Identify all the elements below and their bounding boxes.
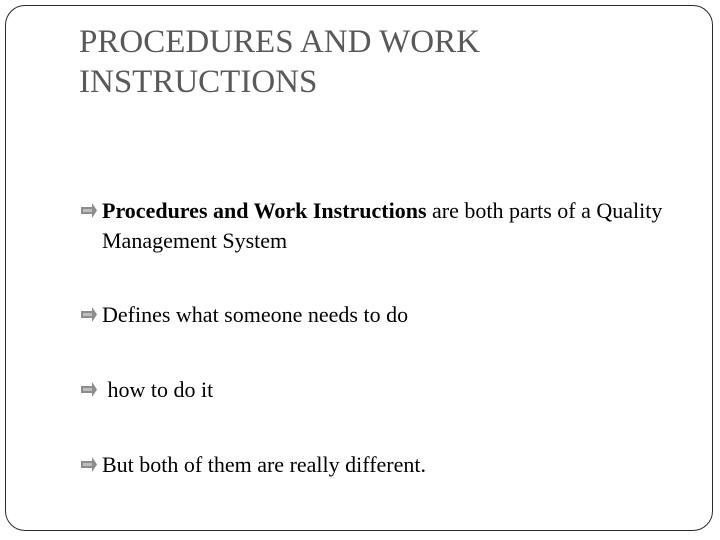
bullet-text: how to do it	[102, 377, 214, 402]
arrow-bullet-icon	[80, 202, 98, 219]
bullet-item	[80, 375, 680, 405]
arrow-bullet-icon	[80, 381, 98, 398]
slide-title: PROCEDURES AND WORK INSTRUCTIONS	[79, 24, 480, 100]
bullet-item	[80, 196, 680, 256]
bullet-list	[80, 196, 680, 480]
bullet-item	[80, 300, 680, 330]
bullet-bold-text: Procedures and Work Instructions	[102, 198, 427, 223]
bullet-text: Defines what someone needs to do	[102, 302, 409, 327]
bullet-text: But both of them are really different.	[102, 452, 426, 477]
arrow-bullet-icon	[80, 456, 98, 473]
arrow-bullet-icon	[80, 306, 98, 323]
bullet-text	[102, 198, 662, 253]
bullet-regular-text: are both parts of a Quality Management System	[102, 198, 663, 253]
bullet-item	[80, 450, 680, 480]
